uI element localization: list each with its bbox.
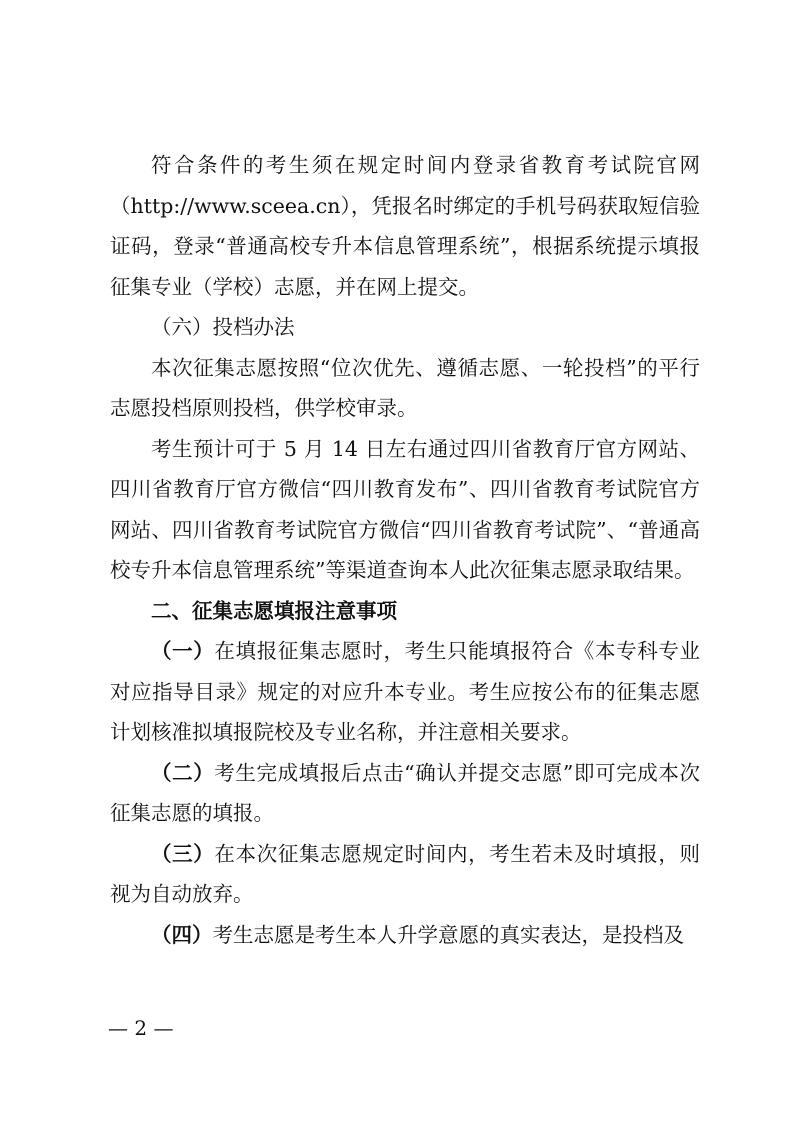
section-heading-notes: 二、征集志愿填报注意事项 [151, 598, 397, 623]
note-1-number: （一） [151, 639, 215, 663]
paragraph-submission-principle: 本次征集志愿按照“位次优先、遵循志愿、一轮投档”的平行志愿投档原则投档，供学校审录。 [110, 355, 700, 420]
note-1-text: 在填报征集志愿时，考生只能填报符合《本专科专业对应指导目录》规定的对应升本专业。考生应按公布的征集志愿计划核准拟填报院校及专业名称，并注意相关要求。 [110, 639, 701, 744]
note-4-number: （四） [151, 922, 213, 947]
note-2-number: （二） [151, 760, 215, 785]
paragraph-note-3 [110, 834, 700, 915]
note-3-text: 在本次征集志愿规定时间内，考生若未及时填报，则视为自动放弃。 [110, 841, 701, 906]
paragraph-note-4 [110, 915, 700, 956]
paragraph-result-query: 考生预计可于 5 月 14 日左右通过四川省教育厅官方网站、四川省教育厅官方微信“四川教育发布”、四川省教育考试院官方网站、四川省教育考试院官方微信“四川省教育考试院”、“普通高校专升本信息管理系统”等渠道查询本人此次征集志愿录取结果。 [110, 436, 700, 582]
document-body [110, 145, 700, 955]
note-2-text: 考生完成填报后点击“确认并提交志愿”即可完成本次征集志愿的填报。 [110, 760, 700, 825]
note-3-number: （三） [151, 841, 215, 866]
paragraph-login-instructions: 符合条件的考生须在规定时间内登录省教育考试院官网（http://www.sceea.cn），凭报名时绑定的手机号码获取短信验证码，登录“普通高校专升本信息管理系统”，根据系统提示填报征集专业（学校）志愿，并在网上提交。 [110, 153, 700, 299]
paragraph-note-2 [110, 753, 700, 834]
page-number: — 2 — [108, 1016, 174, 1040]
section-heading-submission-method: （六）投档办法 [151, 315, 295, 339]
paragraph-note-1 [110, 631, 700, 753]
note-4-text: 考生志愿是考生本人升学意愿的真实表达，是投档及 [212, 922, 684, 947]
